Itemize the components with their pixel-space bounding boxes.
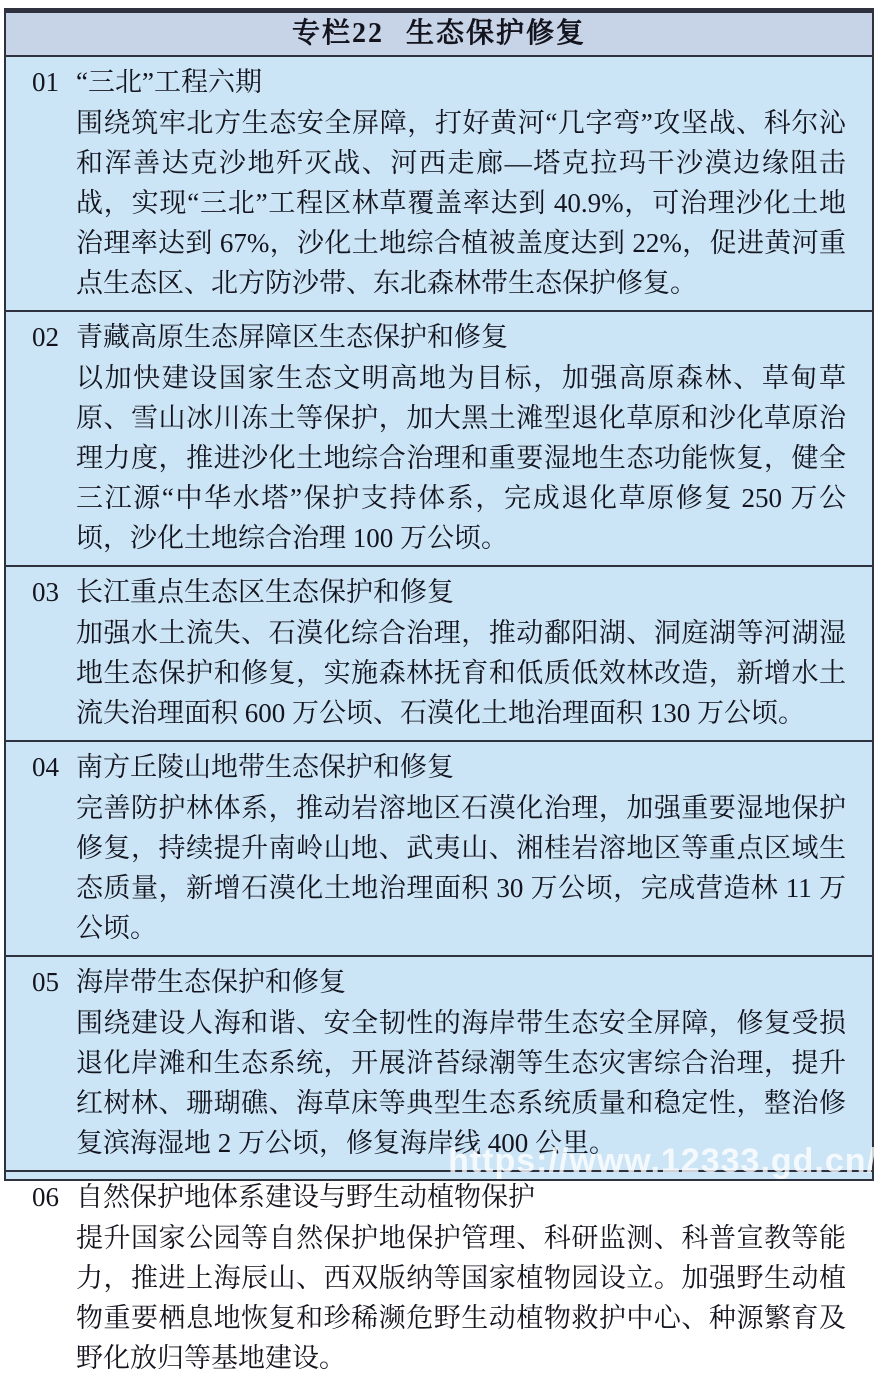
section-02	[6, 310, 872, 565]
section-06	[6, 1170, 872, 1385]
section-body: 围绕建设人海和谐、安全韧性的海岸带生态安全屏障，修复受损退化岸滩和生态系统，开展浒苔绿潮等生态灾害综合治理，提升红树林、珊瑚礁、海草床等典型生态系统质量和稳定性，整治修复滨海湿地 2 万公顷，修复海岸线 400 公里。	[76, 1008, 846, 1158]
section-number: 02	[32, 322, 59, 352]
section-title: 长江重点生态区生态保护和修复	[76, 577, 454, 607]
section-01	[6, 57, 872, 310]
section-05	[6, 955, 872, 1170]
panel-header-title: 生态保护修复	[406, 18, 587, 49]
section-number: 06	[32, 1182, 59, 1212]
section-04	[6, 740, 872, 955]
panel-header-label: 专栏22	[291, 18, 384, 49]
section-title-line	[6, 62, 872, 103]
section-number: 03	[32, 577, 59, 607]
section-number: 04	[32, 752, 59, 782]
section-number: 01	[32, 67, 59, 97]
section-number: 05	[32, 967, 59, 997]
section-body: 加强水土流失、石漠化综合治理，推动鄱阳湖、洞庭湖等河湖湿地生态保护和修复，实施森林抚育和低质低效林改造，新增水土流失治理面积 600 万公顷、石漠化土地治理面积 130 万公顷。	[76, 618, 846, 728]
section-body: 提升国家公园等自然保护地保护管理、科研监测、科普宣教等能力，推进上海辰山、西双版纳等国家植物园设立。加强野生动植物重要栖息地恢复和珍稀濒危野生动植物救护中心、种源繁育及野化放归等基地建设。	[76, 1223, 846, 1373]
section-03	[6, 565, 872, 740]
section-title-line	[6, 747, 872, 788]
section-title: “三北”工程六期	[76, 67, 262, 97]
section-body: 以加快建设国家生态文明高地为目标，加强高原森林、草甸草原、雪山冰川冻土等保护，加大黑土滩型退化草原和沙化草原治理力度，推进沙化土地综合治理和重要湿地生态功能恢复，健全三江源“中华水塔”保护支持体系，完成退化草原修复 250 万公顷，沙化土地综合治理 100 万公顷。	[76, 363, 846, 553]
section-title-line	[6, 962, 872, 1003]
section-title: 青藏高原生态屏障区生态保护和修复	[76, 322, 508, 352]
section-title: 南方丘陵山地带生态保护和修复	[76, 752, 454, 782]
section-title-line	[6, 1177, 872, 1218]
section-title: 自然保护地体系建设与野生动植物保护	[76, 1182, 535, 1212]
panel-header	[6, 13, 872, 57]
section-title-line	[6, 317, 872, 358]
section-body: 围绕筑牢北方生态安全屏障，打好黄河“几字弯”攻坚战、科尔沁和浑善达克沙地歼灭战、河西走廊—塔克拉玛干沙漠边缘阻击战，实现“三北”工程区林草覆盖率达到 40.9%，可治理沙化土地治理率达到 67%，沙化土地综合植被盖度达到 22%，促进黄河重点生态区、北方防沙带、东北森林带生态保护修复。	[76, 108, 846, 298]
column-box-22	[4, 8, 874, 1373]
section-body: 完善防护林体系，推动岩溶地区石漠化治理，加强重要湿地保护修复，持续提升南岭山地、武夷山、湘桂岩溶地区等重点区域生态质量，新增石漠化土地治理面积 30 万公顷，完成营造林 11 万公顷。	[76, 793, 846, 943]
site-watermark: https://www.12333.gd.cn/	[448, 1142, 877, 1180]
section-title-line	[6, 572, 872, 613]
section-title: 海岸带生态保护和修复	[76, 967, 346, 997]
